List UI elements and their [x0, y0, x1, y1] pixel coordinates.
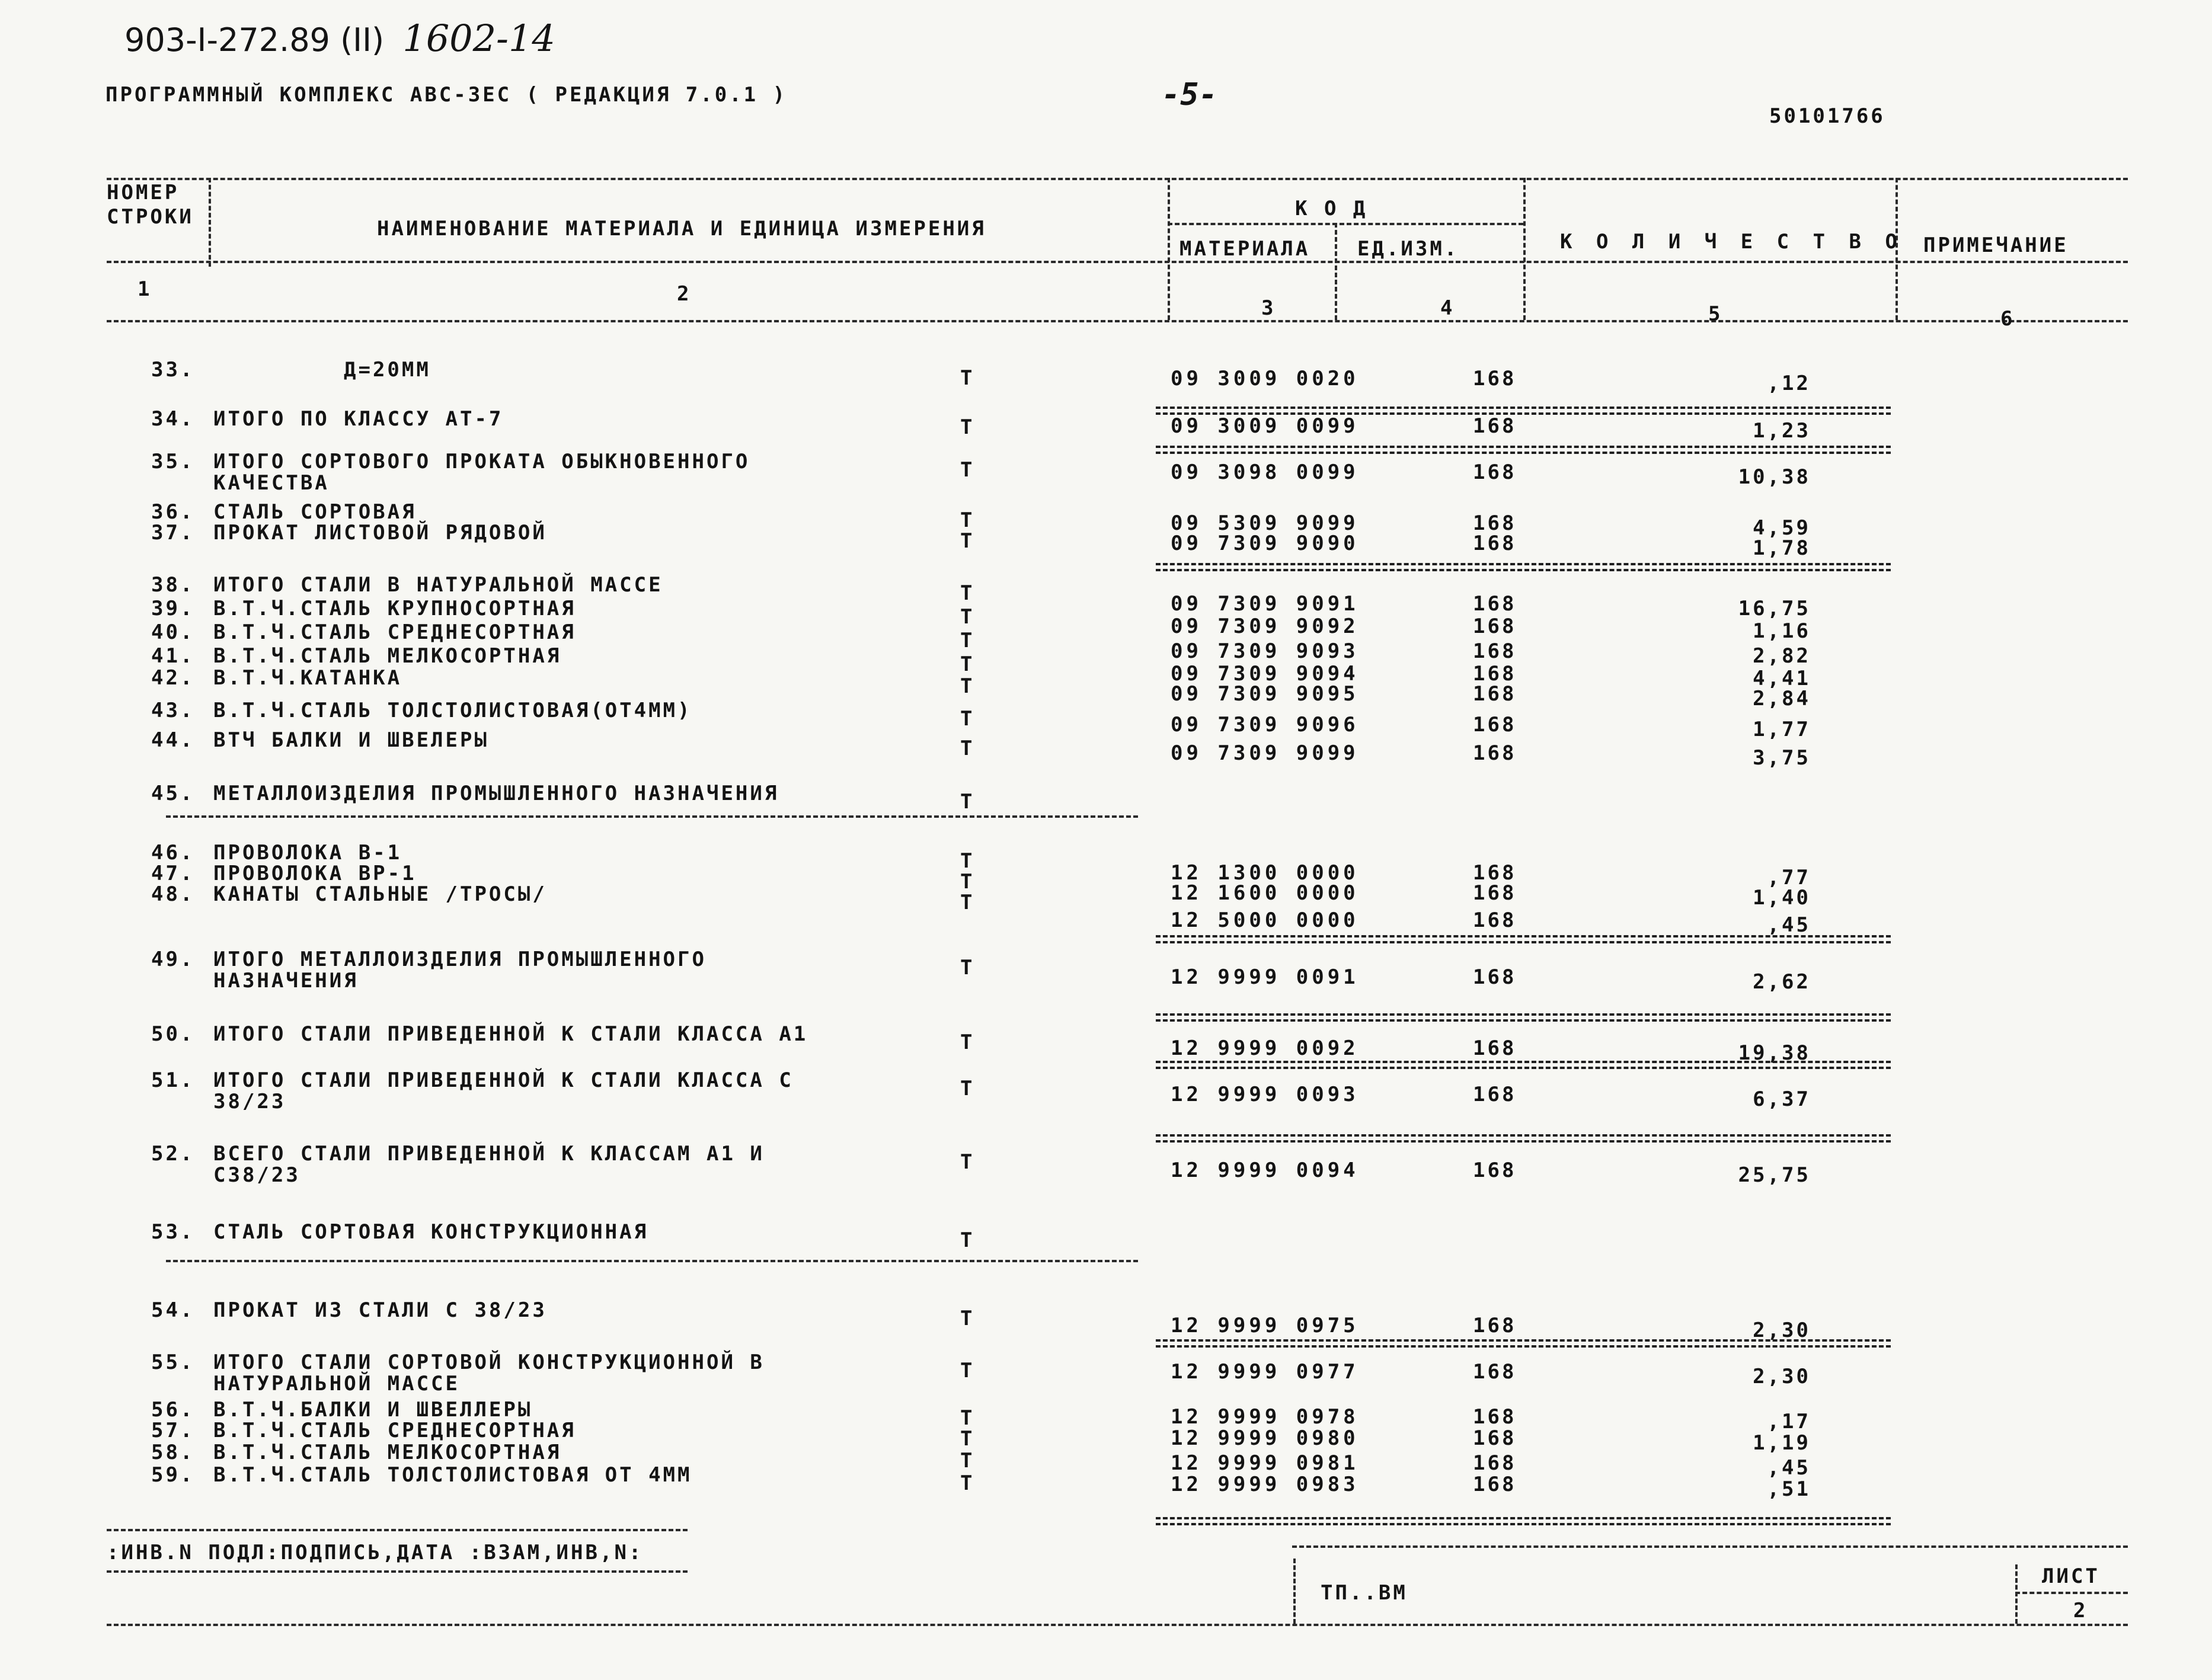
- page-marker: -5-: [1162, 77, 1217, 113]
- row-name: ПРОВОЛОКА ВР-1: [213, 862, 417, 885]
- row-name: В.Т.Ч.СТАЛЬ СРЕДНЕСОРТНАЯ: [213, 1419, 576, 1442]
- col-num-1: 1: [138, 277, 152, 301]
- col-num-6: 6: [2000, 307, 2015, 331]
- row-unit-mark: Т: [960, 1406, 975, 1430]
- row-quantity: ,45: [1767, 1456, 1811, 1480]
- col-num-2: 2: [677, 282, 692, 306]
- row-quantity: 1,78: [1753, 536, 1811, 560]
- row-quantity: 25,75: [1738, 1163, 1811, 1187]
- row-name: ИТОГО СТАЛИ В НАТУРАЛЬНОЙ МАССЕ: [213, 573, 663, 597]
- row-unit-code: 168: [1473, 1426, 1517, 1450]
- stamp-top-rule: [1292, 1545, 2128, 1548]
- row-quantity: 1,40: [1753, 886, 1811, 910]
- doc-code-handwritten: 1602-14: [402, 17, 555, 60]
- row-number: 39.: [151, 597, 195, 620]
- row-number: 59.: [151, 1463, 195, 1487]
- row-name-continued: С38/23: [213, 1163, 301, 1187]
- row-name: СТАЛЬ СОРТОВАЯ: [213, 500, 417, 524]
- row-unit-mark: Т: [960, 1307, 975, 1330]
- footer-rule: [107, 1624, 2128, 1626]
- row-material-code: 09 7309 9091: [1171, 592, 1359, 616]
- row-name: ПРОВОЛОКА В-1: [213, 841, 402, 865]
- row-material-code: 09 5309 9099: [1171, 511, 1359, 535]
- row-unit-mark: Т: [960, 956, 975, 980]
- row-material-code: 09 7309 9095: [1171, 682, 1359, 706]
- row-number: 34.: [151, 407, 195, 431]
- row-quantity: 4,59: [1753, 516, 1811, 540]
- row-name: В.Т.Ч.БАЛКИ И ШВЕЛЛЕРЫ: [213, 1398, 533, 1422]
- header-num-rule: [107, 320, 2128, 322]
- row-unit-code: 168: [1473, 1036, 1517, 1060]
- row-material-code: 09 7309 9092: [1171, 615, 1359, 638]
- total-rule: [1156, 407, 1891, 415]
- row-material-code: 12 9999 0094: [1171, 1159, 1359, 1182]
- row-unit-code: 168: [1473, 460, 1517, 484]
- row-name: ИТОГО МЕТАЛЛОИЗДЕЛИЯ ПРОМЫШЛЕННОГО: [213, 948, 707, 971]
- row-material-code: 09 3009 0099: [1171, 414, 1359, 438]
- row-unit-mark: Т: [960, 1359, 975, 1383]
- row-quantity: ,17: [1767, 1410, 1811, 1433]
- row-number: 52.: [151, 1142, 195, 1166]
- sheet-number: 2: [2073, 1599, 2088, 1623]
- row-unit-code: 168: [1473, 682, 1517, 706]
- row-name-continued: НАЗНАЧЕНИЯ: [213, 969, 359, 993]
- row-unit-code: 168: [1473, 662, 1517, 686]
- row-material-code: 12 9999 0977: [1171, 1360, 1359, 1384]
- doc-number: 50101766: [1769, 104, 1885, 128]
- sheet-box-rule: [2015, 1592, 2128, 1594]
- total-rule: [1156, 1339, 1891, 1348]
- row-unit-mark: Т: [960, 652, 975, 676]
- row-unit-mark: Т: [960, 891, 975, 914]
- col-sep-2: [1168, 178, 1170, 320]
- row-unit-mark: Т: [960, 508, 975, 532]
- footer-rule: [107, 1570, 688, 1573]
- row-unit-code: 168: [1473, 1405, 1517, 1429]
- row-unit-mark: Т: [960, 849, 975, 873]
- row-unit-mark: Т: [960, 415, 975, 439]
- row-unit-code: 168: [1473, 367, 1517, 391]
- row-unit-code: 168: [1473, 881, 1517, 905]
- row-number: 51.: [151, 1068, 195, 1092]
- col-sep-3: [1335, 223, 1337, 320]
- col-num-4: 4: [1440, 296, 1455, 320]
- row-material-code: 09 7309 9090: [1171, 532, 1359, 555]
- stamp-code: ТП..ВМ: [1321, 1581, 1408, 1605]
- row-unit-mark: Т: [960, 458, 975, 482]
- row-material-code: 12 9999 0980: [1171, 1426, 1359, 1450]
- row-unit-code: 168: [1473, 639, 1517, 663]
- row-number: 58.: [151, 1441, 195, 1464]
- row-name: ВТЧ БАЛКИ И ШВЕЛЕРЫ: [213, 728, 489, 752]
- row-material-code: 12 9999 0978: [1171, 1405, 1359, 1429]
- row-unit-mark: Т: [960, 1449, 975, 1473]
- row-material-code: 09 7309 9093: [1171, 639, 1359, 663]
- row-name: ИТОГО СТАЛИ ПРИВЕДЕННОЙ К СТАЛИ КЛАССА А1: [213, 1022, 808, 1046]
- col-num-3: 3: [1261, 296, 1276, 320]
- row-unit-mark: Т: [960, 1471, 975, 1495]
- row-material-code: 12 9999 0093: [1171, 1083, 1359, 1106]
- row-unit-code: 168: [1473, 861, 1517, 885]
- row-name: В.Т.Ч.СТАЛЬ ТОЛСТОЛИСТОВАЯ ОТ 4ММ: [213, 1463, 692, 1487]
- header-top-rule: [107, 178, 2128, 180]
- row-quantity: 2,62: [1753, 970, 1811, 994]
- row-quantity: ,45: [1767, 913, 1811, 937]
- sheet-box-sep: [2015, 1564, 2018, 1624]
- row-quantity: 4,41: [1753, 667, 1811, 690]
- row-quantity: 1,23: [1753, 419, 1811, 443]
- row-material-code: 12 5000 0000: [1171, 908, 1359, 932]
- row-unit-mark: Т: [960, 790, 975, 814]
- row-number: 45.: [151, 782, 195, 805]
- row-quantity: 6,37: [1753, 1087, 1811, 1111]
- row-unit-mark: Т: [960, 1150, 975, 1174]
- doc-code: [124, 17, 555, 60]
- row-unit-code: 168: [1473, 741, 1517, 765]
- row-name: КАНАТЫ СТАЛЬНЫЕ /ТРОСЫ/: [213, 882, 547, 906]
- sheet-label: ЛИСТ: [2042, 1564, 2100, 1588]
- row-quantity: 1,16: [1753, 619, 1811, 643]
- row-number: 42.: [151, 666, 195, 690]
- row-name: ПРОКАТ ИЗ СТАЛИ С 38/23: [213, 1298, 547, 1322]
- row-unit-code: 168: [1473, 1159, 1517, 1182]
- row-unit-code: 168: [1473, 908, 1517, 932]
- row-number: 37.: [151, 521, 195, 545]
- row-number: 55.: [151, 1351, 195, 1374]
- row-number: 47.: [151, 862, 195, 885]
- row-material-code: 12 1600 0000: [1171, 881, 1359, 905]
- total-rule: [1156, 446, 1891, 454]
- row-unit-mark: Т: [960, 581, 975, 605]
- row-unit-mark: Т: [960, 1427, 975, 1451]
- row-material-code: 09 3009 0020: [1171, 367, 1359, 391]
- row-number: 48.: [151, 882, 195, 906]
- row-name-continued: НАТУРАЛЬНОЙ МАССЕ: [213, 1372, 460, 1396]
- row-unit-code: 168: [1473, 1451, 1517, 1475]
- row-unit-code: 168: [1473, 1314, 1517, 1337]
- row-unit-mark: Т: [960, 629, 975, 652]
- row-number: 50.: [151, 1022, 195, 1046]
- row-number: 43.: [151, 699, 195, 722]
- row-number: 53.: [151, 1220, 195, 1244]
- row-unit-mark: Т: [960, 605, 975, 629]
- row-number: 46.: [151, 841, 195, 865]
- row-name: ПРОКАТ ЛИСТОВОЙ РЯДОВОЙ: [213, 521, 547, 545]
- header-row-no-1: НОМЕР: [107, 181, 180, 204]
- row-number: 44.: [151, 728, 195, 752]
- header-row-no-2: СТРОКИ: [107, 205, 194, 229]
- row-unit-mark: Т: [960, 1228, 975, 1252]
- row-material-code: 12 9999 0092: [1171, 1036, 1359, 1060]
- row-quantity: 16,75: [1738, 597, 1811, 620]
- row-quantity: ,12: [1767, 372, 1811, 395]
- row-number: 56.: [151, 1398, 195, 1422]
- row-number: 33.: [151, 358, 195, 382]
- total-rule: [1156, 1134, 1891, 1143]
- row-name: ИТОГО СТАЛИ ПРИВЕДЕННОЙ К СТАЛИ КЛАССА С: [213, 1068, 794, 1092]
- col-sep-4: [1523, 178, 1526, 320]
- header-mid-rule: [107, 261, 2128, 263]
- program-title: ПРОГРАММНЫЙ КОМПЛЕКС АВС-3ЕС ( РЕДАКЦИЯ 7.0.1 ): [106, 83, 788, 107]
- footer-inventory: :ИНВ.N ПОДЛ:ПОДПИСЬ,ДАТА :ВЗАМ,ИНВ,N:: [107, 1541, 644, 1564]
- row-number: 57.: [151, 1419, 195, 1442]
- row-material-code: 12 9999 0981: [1171, 1451, 1359, 1475]
- row-name: В.Т.Ч.СТАЛЬ СРЕДНЕСОРТНАЯ: [213, 620, 576, 644]
- row-unit-mark: Т: [960, 1031, 975, 1054]
- col-sep-1: [209, 178, 211, 267]
- row-material-code: 12 9999 0983: [1171, 1473, 1359, 1496]
- row-name: В.Т.Ч.СТАЛЬ КРУПНОСОРТНАЯ: [213, 597, 576, 620]
- row-unit-code: 168: [1473, 511, 1517, 535]
- row-quantity: ,77: [1767, 866, 1811, 889]
- row-quantity: 10,38: [1738, 465, 1811, 489]
- row-name-continued: 38/23: [213, 1090, 286, 1113]
- row-name: В.Т.Ч.СТАЛЬ ТОЛСТОЛИСТОВАЯ(ОТ4ММ): [213, 699, 692, 722]
- col-num-5: 5: [1708, 302, 1723, 326]
- footer-top-rule: [107, 1529, 688, 1531]
- total-rule: [1156, 935, 1891, 943]
- stamp-left-sep: [1293, 1559, 1296, 1624]
- row-quantity: 2,30: [1753, 1319, 1811, 1342]
- row-number: 36.: [151, 500, 195, 524]
- row-material-code: 12 1300 0000: [1171, 861, 1359, 885]
- row-material-code: 09 7309 9099: [1171, 741, 1359, 765]
- total-rule: [1156, 1517, 1891, 1525]
- row-quantity: 2,84: [1753, 687, 1811, 711]
- row-unit-mark: Т: [960, 870, 975, 894]
- row-quantity: 2,30: [1753, 1365, 1811, 1388]
- row-unit-code: 168: [1473, 615, 1517, 638]
- row-unit-mark: Т: [960, 366, 975, 390]
- row-number: 41.: [151, 644, 195, 668]
- row-number: 54.: [151, 1298, 195, 1322]
- row-unit-mark: Т: [960, 674, 975, 698]
- row-quantity: 1,19: [1753, 1431, 1811, 1455]
- row-unit-mark: Т: [960, 529, 975, 553]
- row-name: В.Т.Ч.КАТАНКА: [213, 666, 402, 690]
- row-unit-code: 168: [1473, 1083, 1517, 1106]
- row-quantity: 1,77: [1753, 718, 1811, 741]
- row-unit-code: 168: [1473, 592, 1517, 616]
- row-material-code: 12 9999 0975: [1171, 1314, 1359, 1337]
- section-rule: [166, 1260, 1138, 1262]
- row-name-continued: КАЧЕСТВА: [213, 471, 330, 495]
- row-number: 40.: [151, 620, 195, 644]
- row-quantity: 3,75: [1753, 746, 1811, 770]
- row-unit-code: 168: [1473, 414, 1517, 438]
- row-unit-code: 168: [1473, 713, 1517, 737]
- row-unit-code: 168: [1473, 1360, 1517, 1384]
- row-name: В.Т.Ч.СТАЛЬ МЕЛКОСОРТНАЯ: [213, 644, 562, 668]
- header-name-col: НАИМЕНОВАНИЕ МАТЕРИАЛА И ЕДИНИЦА ИЗМЕРЕНИЯ: [377, 217, 986, 241]
- row-unit-mark: Т: [960, 707, 975, 731]
- row-name: ИТОГО СОРТОВОГО ПРОКАТА ОБЫКНОВЕННОГО: [213, 450, 750, 473]
- kod-split-rule: [1168, 223, 1523, 225]
- header-unit: ЕД.ИЗМ.: [1357, 237, 1459, 261]
- row-number: 35.: [151, 450, 195, 473]
- row-unit-mark: Т: [960, 1077, 975, 1100]
- header-kod: К О Д: [1295, 197, 1368, 220]
- header-note: ПРИМЕЧАНИЕ: [1923, 233, 2069, 257]
- header-material: МАТЕРИАЛА: [1179, 237, 1310, 261]
- row-material-code: 09 7309 9094: [1171, 662, 1359, 686]
- row-name: ВСЕГО СТАЛИ ПРИВЕДЕННОЙ К КЛАССАМ А1 И: [213, 1142, 765, 1166]
- row-material-code: 12 9999 0091: [1171, 965, 1359, 989]
- header-quantity: К О Л И Ч Е С Т В О: [1560, 230, 1903, 254]
- total-rule: [1156, 1061, 1891, 1069]
- row-name: ИТОГО СТАЛИ СОРТОВОЙ КОНСТРУКЦИОННОЙ В: [213, 1351, 765, 1374]
- row-unit-code: 168: [1473, 965, 1517, 989]
- row-quantity: 19,38: [1738, 1041, 1811, 1065]
- row-number: 49.: [151, 948, 195, 971]
- section-rule: [166, 815, 1138, 818]
- row-unit-code: 168: [1473, 532, 1517, 555]
- row-quantity: ,51: [1767, 1477, 1811, 1501]
- total-rule: [1156, 1013, 1891, 1022]
- row-name: МЕТАЛЛОИЗДЕЛИЯ ПРОМЫШЛЕННОГО НАЗНАЧЕНИЯ: [213, 782, 779, 805]
- row-number: 38.: [151, 573, 195, 597]
- row-material-code: 09 7309 9096: [1171, 713, 1359, 737]
- total-rule: [1156, 563, 1891, 571]
- row-quantity: 2,82: [1753, 644, 1811, 668]
- row-unit-code: 168: [1473, 1473, 1517, 1496]
- row-name: Д=20ММ: [344, 358, 431, 382]
- row-material-code: 09 3098 0099: [1171, 460, 1359, 484]
- row-name: СТАЛЬ СОРТОВАЯ КОНСТРУКЦИОННАЯ: [213, 1220, 649, 1244]
- row-name: ИТОГО ПО КЛАССУ АТ-7: [213, 407, 504, 431]
- row-unit-mark: Т: [960, 737, 975, 760]
- doc-code-printed: 903-I-272.89 (II): [124, 21, 385, 59]
- row-name: В.Т.Ч.СТАЛЬ МЕЛКОСОРТНАЯ: [213, 1441, 562, 1464]
